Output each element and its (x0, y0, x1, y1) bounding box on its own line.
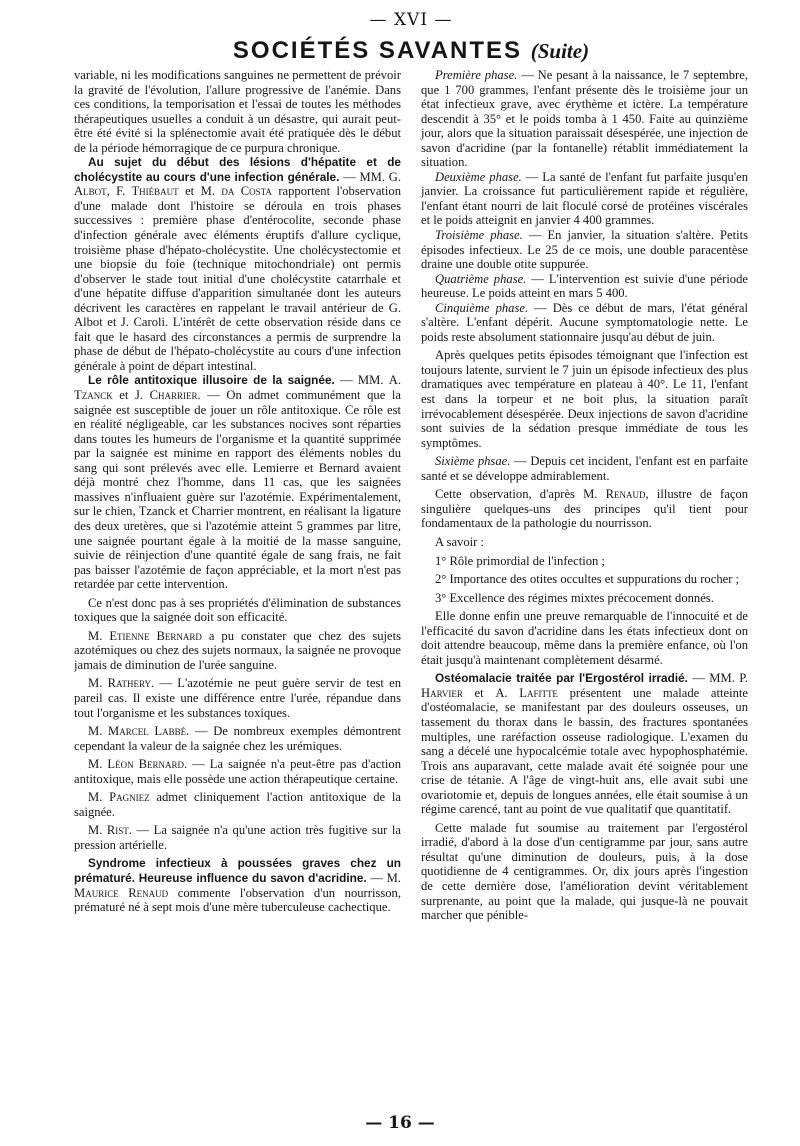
text-mm: — MM. (339, 169, 389, 184)
heading-saignee: Le rôle antitoxique illusoire de la saignée. (88, 373, 335, 388)
left-column (74, 68, 401, 1108)
text-body: — L'intervention est suivie d'une période heureuse. Le poids atteint en mars 5 400. (421, 271, 748, 301)
heading-premature: Syndrome infectieux à poussées graves chez un prématuré. Heureuse influence du savon d'acridine. (74, 856, 401, 885)
text-body: commente l'observation d'un nourrisson, prématuré né à sept mois d'une mère tuberculeuse cachectique. (74, 885, 401, 915)
text-m: M. (88, 823, 107, 838)
phase-5-label: Cinquième phase. (435, 300, 529, 315)
paragraph-rist (74, 823, 401, 852)
speaker-marcel-labbe: Marcel Labbé (108, 724, 187, 739)
text-m: M. (88, 676, 108, 691)
speaker-rist: Rist (106, 823, 129, 838)
page-number: — 16 — (365, 1113, 435, 1133)
text-body: présentent une malade atteinte d'ostéomalacie, se manifestant par des douleurs osseuses, un tassement du thorax dans le bassin, des fractures spontanées multiples, une raréfaction osseuse radiologique. L'examen du sang a décelé une hypocalcémie totale avec hypophosphatémie. Trois ans auparavant, cette malade avait été soignée pour une crise de tétanie. A l'âge de vingt-huit ans, elle avait subi une ovariotomie et, depuis de longues années, elle était soumise à un régime carencé, tant au point de vue qualitatif que quantitatif. (421, 685, 748, 817)
paragraph-bernard (74, 629, 401, 673)
speaker-etienne-bernard: Etienne Bernard (109, 628, 202, 643)
text-body: — Depuis cet incident, l'enfant est en parfaite santé et se développe admirablement. (421, 454, 748, 483)
text-body: — Dès ce début de mars, l'état général s'altère. L'enfant dépérit. Aucune symptomatologie nette. Le poids reste absolument stationnaire jusqu'au début de juin. (421, 300, 748, 344)
text-body: — Ne pesant à la naissance, le 7 septembre, que 1 700 grammes, l'enfant présente dès le troisième jour un état infectieux grave, avec érythème et ictère. La température descendit à 35° et le poids tomba à 1 450. Faite au quinzième jour, alors que la situation paraissait désespérée, une injection de savon d'acridine (par la fontanelle) rétablit immédiatement la situation. (421, 68, 748, 170)
list-item-3: 3° Excellence des régimes mixtes précocement donnés. (435, 590, 714, 605)
heading-hepatite: Au sujet du début des lésions d'hépatite et de cholécystite au cours d'une infection générale. (74, 155, 401, 184)
paragraph-efficacite: Ce n'est donc pas à ses propriétés d'élimination de substances toxiques que la saignée doit son efficacité. (74, 595, 401, 625)
paragraph-preuve: Elle donne enfin une preuve remarquable de l'innocuité et de l'efficacité du savon d'acridine dans les états infectieux dont on doit attendre beaucoup, même dans la première enfance, où l'on était jusqu'à maintenant complètement désarmé. (421, 609, 748, 667)
text-sep: et (462, 685, 496, 700)
text-m: M. (88, 724, 109, 739)
paragraph-traitement: Cette malade fut soumise au traitement par l'ergostérol irradié, d'abord à la dose d'un centigramme par jour, sans autre résultat qu'une diminution de douleurs, puis, à la dose quotidienne de 4 centigrammes. Or, dix jours après l'ingestion de cette dernière dose, l'amélioration devint véritablement surprenante, au point que la malade, qui jusque-là ne pouvait marcher que pénible- (421, 820, 748, 923)
text-body: — La santé de l'enfant fut parfaite jusqu'en janvier. La croissance fut particulièrement rapide et régulière, l'enfant étant nourri de lait floculé corsé de protéines viscérales et le poids atteignit en janvier 4 400 grammes. (421, 169, 748, 228)
roman-page-number: — XVI — (369, 10, 453, 30)
author-charrier: J. Charrier (134, 388, 198, 403)
author-lafitte: A. Lafitte (495, 685, 558, 700)
article-columns (74, 68, 748, 1108)
section-title-text: SOCIÉTÉS SAVANTES (232, 37, 523, 64)
heading-osteomalacie: Ostéomalacie traitée par l'Ergostérol irradié. (435, 671, 688, 686)
speaker-leon-bernard: Léon Bernard (107, 757, 184, 772)
text-body: . — La saignée n'a peut-être pas d'action antitoxique, mais elle possède une action thérapeutique certaine. (74, 757, 401, 786)
text-sep: et M. (178, 184, 222, 199)
text-body: . — De nombreux exemples démontrent cependant la valeur de la saignée chez les urémiques. (74, 724, 401, 753)
phase-6-label: Sixième phsae. (435, 454, 511, 469)
paragraph-rathery (74, 676, 401, 720)
phase-1-label: Première phase. (435, 68, 518, 82)
text-m: M. (88, 790, 110, 805)
paragraph-premature (74, 856, 401, 914)
text-mm: — MM. (687, 671, 740, 686)
text-body: . — On admet communément que la saignée est susceptible de jouer un rôle antitoxique. Ce rôle est en réalité négligeable, car les substances nocives sont réparties dans toutes les humeurs de l'organisme et la quantité supprimée par la saignée est minime en rapport des éléments nobles du sang qui sont prélevés avec elle. Lemierre et Bernard avaient déjà montré chez l'homme, dans 11 cas, que les saignées massives n'influaient guère sur l'azotémie. Expérimentalement, sur le chien, Tzanck et Charrier montrent, en réalisant la ligature des deux uretères, que si l'azotémie atteint 5 grammes par litre, une saignée pourtant égale à la moitié de la masse sanguine, suivie de réinjection d'une quantité égale de sang frais, ne fait pas baisser l'azotémie de façon appréciable, et la mort n'est pas retardée par cette intervention. (74, 388, 401, 592)
right-column (421, 68, 748, 1108)
text-body: — En janvier, la situation s'altère. Petits épisodes infectieux. Le 25 de ce mois, une double paracentèse draine une double otite suppurée. (421, 228, 748, 272)
author-renaud: Renaud (605, 487, 646, 502)
phase-3-label: Troisième phase. (435, 228, 523, 243)
section-title-suite: (Suite) (530, 39, 590, 63)
list-item-2: 2° Importance des otites occultes et suppurations du rocher ; (435, 572, 740, 587)
text-body: . — L'azotémie ne peut guère servir de test en pareil cas. Il existe une différence entre l'urée, répandue dans tout l'organisme et les substances toxiques. (74, 676, 401, 720)
speaker-pagniez: Pagniez (109, 790, 150, 805)
paragraph-leon-bernard (74, 757, 401, 786)
text-pre: Cette observation, d'après M. (435, 487, 606, 502)
text-m: M. (88, 628, 110, 643)
paragraph-phase-3 (421, 228, 748, 272)
text-sep: , (106, 184, 117, 199)
author-harvier: P. Harvier (421, 671, 748, 700)
text-body: a pu constater que chez des sujets azotémiques ou chez des sujets normaux, la saignée ne provoque jamais de diminution de l'urée sanguine. (74, 628, 402, 672)
text-m: M. (88, 757, 108, 772)
paragraph-phase-2 (421, 170, 748, 228)
phase-4-label: Quatrième phase. (435, 271, 527, 286)
text-body: admet cliniquement l'action antitoxique de la saignée. (74, 790, 401, 819)
paragraph-saignee (74, 373, 401, 591)
paragraph-labbe (74, 724, 401, 753)
speaker-rathery: Rathery (107, 676, 152, 691)
section-title (74, 34, 748, 68)
paragraph-pagniez (74, 790, 401, 819)
phase-2-label: Deuxième phase. (435, 169, 522, 184)
paragraph-phase-5 (421, 301, 748, 345)
paragraph-osteomalacie (421, 671, 748, 816)
paragraph-continued: variable, ni les modifications sanguines ne permettent de prévoir la gravité de l'évolution, l'allure progressive de l'anémie. Dans ces conditions, la temporisation et l'essai de toutes les méthodes thérapeutiques usuelles a conduit à un désastre, qui aurait peut-être été évité si la splénectomie avait été pratiquée dès le début de la période hémorragique de ce purpura chronique. (74, 68, 401, 155)
paragraph-phase-6 (421, 454, 748, 483)
paragraph-phase-5-cont: Après quelques petits épisodes témoignant que l'infection est toujours latente, survient le 7 juin un épisode infectieux des plus dramatiques avec température en plateau à 40°. Le 11, l'enfant est dans la torpeur et ne boit plus, la situation paraît irrévocablement désespérée. Deux injections de savon d'acridine sont suivies de la sédation presque immédiate de tous les symptômes. (421, 348, 748, 450)
text-body: . — La saignée n'a qu'une action très fugitive sur la pression artérielle. (74, 823, 401, 852)
text-sep: et (112, 388, 135, 403)
paragraph-phase-1 (421, 68, 748, 170)
paragraph-hepatite (74, 155, 401, 373)
paragraph-observation (421, 487, 748, 531)
paragraph-a-savoir: A savoir : (435, 534, 484, 549)
text-m: — M. (366, 870, 401, 885)
paragraph-phase-4 (421, 272, 748, 301)
author-albot: G. Albot (74, 169, 401, 199)
author-maurice-renaud: Maurice Renaud (74, 885, 169, 900)
list-item-1: 1° Rôle primordial de l'infection ; (435, 553, 605, 568)
author-da-costa: da Costa (221, 184, 272, 199)
text-body: rapportent l'observation d'une malade dont l'histoire se déroula en trois phases successives : première phase d'entérocolite, seconde phase d'infection générale avec éléments éruptifs d'allure cyclique, troisième phase d'hépato-cholécystite. Une cholécystectomie et une biopsie du foie (technique mitochondriale) ont permis d'observer le stade tout initial d'une cholécystite catarrhale et d'une hépatite diffuse d'apparition simultanée dont les auteurs décrivent les caractères en rappelant le travail antérieur de G. Albot et J. Caroli. L'intérêt de cette observation réside dans ce fait que le hasard des circonstances a permis de surprendre la phase de début de l'hépato-cholécystite au cours d'une infection générale à point de départ intestinal. (74, 184, 402, 373)
author-thiebaut: F. Thiébaut (116, 184, 179, 199)
text-mm: — MM. (334, 373, 389, 388)
author-tzanck: A. Tzanck (74, 373, 401, 403)
text-body: , illustre de façon singulière quelques-uns des principes qu'il tient pour fondamentaux de la pathologie du nourrisson. (421, 487, 748, 531)
